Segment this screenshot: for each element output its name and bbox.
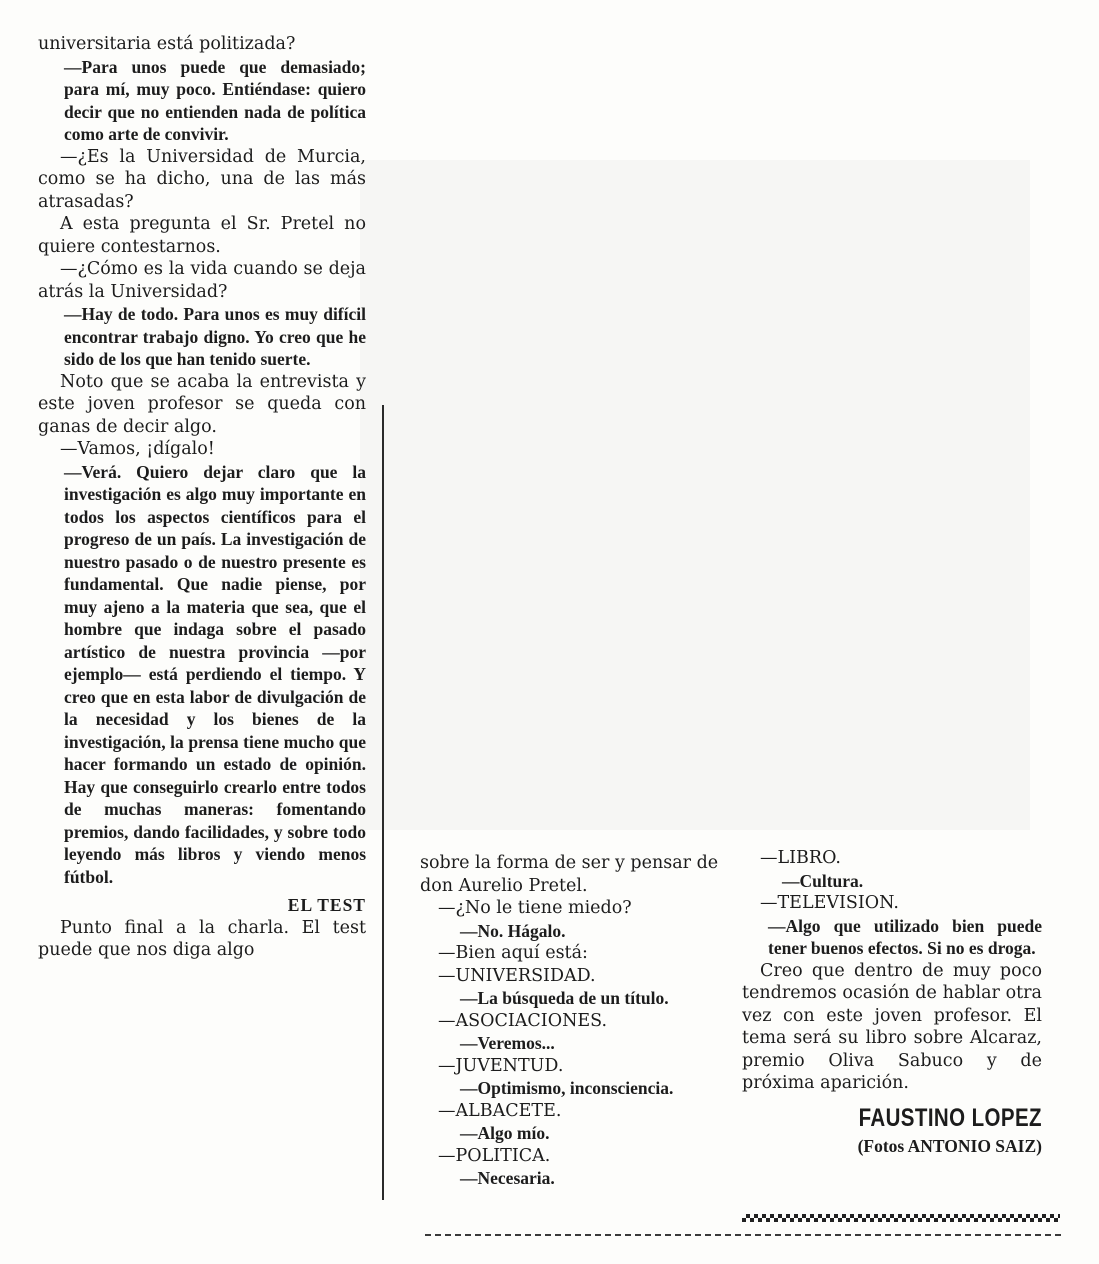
answer-paragraph: —Optimismo, inconsciencia. (460, 1078, 674, 1098)
text-paragraph: —POLITICA. (438, 1145, 551, 1166)
answer-paragraph: —Veremos... (460, 1033, 555, 1053)
text-paragraph: —ALBACETE. (438, 1100, 562, 1121)
column-2 (420, 852, 720, 1190)
text-paragraph: universitaria está politizada? (38, 34, 296, 54)
answer-paragraph: —Algo que utilizado bien puede tener buenos efectos. Si no es droga. (768, 915, 1042, 958)
answer-paragraph: —Verá. Quiero dejar claro que la investigación es algo muy importante en todos los aspectos científicos para el progreso de un país. La investigación de nuestro pasado o de nuestro presente es fundamental. Que nadie piense, por muy ajeno a la materia que sea, que el hombre que indaga sobre el pasado artístico de nuestra provincia —por ejemplo— está perdiendo el tiempo. Y creo que en esta labor de divulgación de la necesidad y los bienes de la investigación, la prensa tiene mucho que hacer formando un estado de opinión. Hay que conseguirlo crearlo entre todos de muchas maneras: fomentando premios, dando facilidades, y sobre todo leyendo más libros y viendo menos fútbol. (64, 461, 366, 887)
answer-paragraph: —Hay de todo. Para unos es muy difícil encontrar trabajo digno. Yo creo que he sido de los que han tenido suerte. (64, 304, 366, 369)
text-paragraph: —¿No le tiene miedo? (438, 898, 632, 918)
text-paragraph: —Bien aquí está: (438, 943, 588, 963)
answer-paragraph: —Cultura. (782, 870, 864, 891)
text-paragraph: —Vamos, ¡dígalo! (60, 439, 215, 459)
text-paragraph: —¿Es la Universidad de Murcia, como se ha dicho, una de las más atrasadas? (38, 146, 366, 212)
text-paragraph: —UNIVERSIDAD. (438, 965, 596, 986)
text-paragraph: —ASOCIACIONES. (438, 1010, 608, 1031)
dashed-separator (425, 1234, 1061, 1236)
answer-paragraph: —Para unos puede que demasiado; para mí, muy poco. Entiéndase: quiero decir que no entienden nada de política como arte de convivir. (64, 56, 366, 144)
decorative-checker-rule (742, 1214, 1060, 1222)
column-divider (382, 405, 384, 1200)
text-paragraph: —JUVENTUD. (438, 1055, 564, 1076)
text-paragraph: —LIBRO. (760, 848, 841, 868)
section-subhead: EL TEST (287, 895, 366, 915)
text-paragraph: Creo que dentro de muy poco tendremos ocasión de hablar otra vez con este joven profesor. El tema será su libro sobre Alcaraz, premio Oliva Sabuco y de próxima aparición. (742, 960, 1042, 1093)
column-3 (742, 847, 1042, 1158)
author-signature: FAUSTINO LOPEZ (858, 1103, 1042, 1132)
faint-print-area (360, 160, 1030, 830)
text-paragraph: sobre la forma de ser y pensar de don Aurelio Pretel. (420, 853, 719, 896)
answer-paragraph: —No. Hágalo. (460, 920, 566, 941)
text-paragraph: —¿Cómo es la vida cuando se deja atrás la Universidad? (38, 259, 366, 302)
text-paragraph: —TELEVISION. (760, 893, 899, 913)
text-paragraph: Noto que se acaba la entrevista y este joven profesor se queda con ganas de decir algo. (38, 371, 366, 437)
answer-paragraph: —Necesaria. (460, 1168, 555, 1188)
column-1 (38, 33, 366, 962)
photo-credit: (Fotos ANTONIO SAIZ) (857, 1136, 1042, 1156)
answer-paragraph: —La búsqueda de un título. (460, 988, 669, 1008)
text-paragraph: A esta pregunta el Sr. Pretel no quiere contestarnos. (38, 214, 366, 257)
text-paragraph: Punto final a la charla. El test puede que nos diga algo (38, 917, 366, 960)
answer-paragraph: —Algo mío. (460, 1123, 550, 1143)
